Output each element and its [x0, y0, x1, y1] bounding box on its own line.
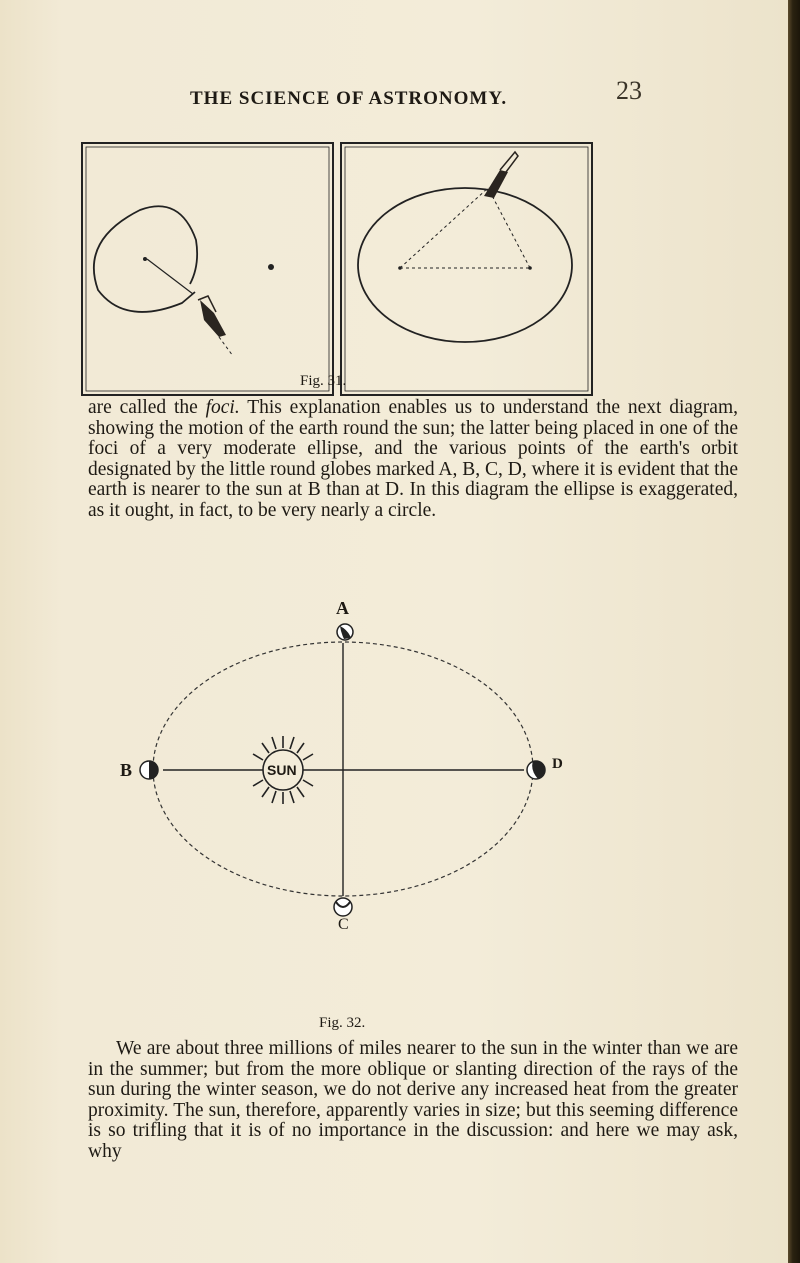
earth-globe-b-icon: [140, 761, 158, 779]
paragraph-2: We are about three millions of miles nearer to the sun in the winter than we are in the summer; but from the more oblique or slanting direction of the rays of the sun during the winter season, we do not derive any increased heat from the greater proximity. The sun, therefore, apparently varies in size; but this seeming difference is so trifling that it is of no importance in the discussion: and here we may ask, why: [88, 1038, 738, 1162]
paragraph-1-term-foci: foci.: [205, 397, 240, 418]
earth-globe-a-icon: [337, 624, 353, 640]
orbit-label-a: A: [336, 598, 349, 618]
sun-label: SUN: [267, 762, 297, 778]
earth-globe-c-icon: [334, 898, 352, 916]
paragraph-1-lead: are called the: [88, 397, 206, 418]
earth-globe-d-icon: [527, 761, 545, 779]
figure-32-caption: Fig. 32.: [319, 1015, 366, 1031]
orbit-label-c: C: [338, 916, 349, 933]
orbit-label-d: D: [552, 756, 563, 772]
orbit-label-b: B: [120, 760, 133, 780]
running-header: THE SCIENCE OF ASTRONOMY.: [190, 88, 508, 109]
paragraph-1-body: This explanation enables us to understand the next diagram, showing the motion of the earth round the sun; the latter being placed in one of the foci of a very moderate ellipse, and the various points of the earth's orbit designated by the little round globes marked A, B, C, D, where it is evident that the earth is nearer to the sun at B than at D. In this diagram the ellipse is exaggerated, as it ought, in fact, to be very nearly a circle.: [88, 397, 738, 521]
page-number: 23: [616, 76, 642, 105]
figure-31-caption: Fig. 31.: [300, 373, 347, 389]
